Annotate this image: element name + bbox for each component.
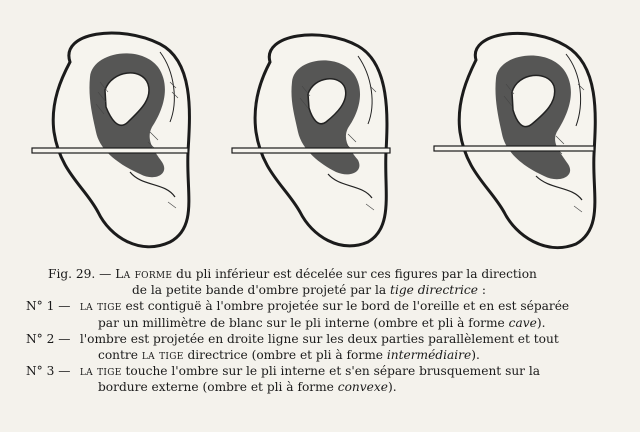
caption-text: : xyxy=(481,283,486,298)
item-2-line-b xyxy=(26,347,618,363)
caption-text: par un millimètre de blanc sur le pli interne (ombre et pli à forme xyxy=(98,315,505,330)
caption-text: ). xyxy=(471,348,480,363)
caption-text: directrice (ombre et pli à forme xyxy=(187,348,383,363)
caption-dash: — xyxy=(99,267,112,281)
caption-italic: intermédiaire xyxy=(386,348,472,363)
ear-illustration-1 xyxy=(30,22,205,254)
item-number: N° 2 — xyxy=(26,331,71,346)
caption-italic: tige directrice xyxy=(390,283,478,298)
caption-text: bordure externe (ombre et pli à forme xyxy=(98,380,334,395)
caption-smallcaps: la tige xyxy=(79,364,122,379)
figure-caption xyxy=(26,266,618,396)
caption-text: de la petite bande d'ombre projeté par la xyxy=(132,283,387,298)
ear-drawing-3 xyxy=(432,22,612,254)
ear-illustration-2 xyxy=(230,22,405,254)
caption-text: ). xyxy=(387,380,397,395)
item-number: N° 1 — xyxy=(26,299,71,314)
caption-italic: cave xyxy=(508,315,537,330)
caption-smallcaps: la tige xyxy=(141,348,184,363)
caption-smallcaps: la tige xyxy=(79,299,122,314)
caption-text: est contiguë à l'ombre projetée sur le bord de l'oreille et en est séparée xyxy=(125,299,570,314)
item-1-line-b xyxy=(26,315,618,331)
ear-drawing-1 xyxy=(30,22,205,254)
caption-text: ). xyxy=(536,315,546,330)
item-3-line-b xyxy=(26,379,618,395)
item-number: N° 3 — xyxy=(26,364,71,379)
caption-text: l'ombre est projetée en droite ligne sur les deux parties parallèlement et tout xyxy=(79,331,559,346)
ear-illustration-3 xyxy=(432,22,612,254)
item-3-line-a xyxy=(26,363,618,379)
caption-text: contre xyxy=(98,348,138,363)
caption-line-2 xyxy=(26,282,618,298)
caption-line-1 xyxy=(26,266,618,282)
caption-text: touche l'ombre sur le pli interne et s'en sépare brusquement sur la xyxy=(125,364,541,379)
item-2-line-a xyxy=(26,331,618,347)
ear-drawing-2 xyxy=(230,22,405,254)
figure-label: Fig. 29. xyxy=(48,267,96,281)
item-1-line-a xyxy=(26,298,618,314)
caption-text: du pli inférieur est décelée sur ces figures par la direction xyxy=(176,267,537,281)
caption-smallcaps: La forme xyxy=(115,267,173,281)
caption-italic: convexe xyxy=(337,380,388,395)
